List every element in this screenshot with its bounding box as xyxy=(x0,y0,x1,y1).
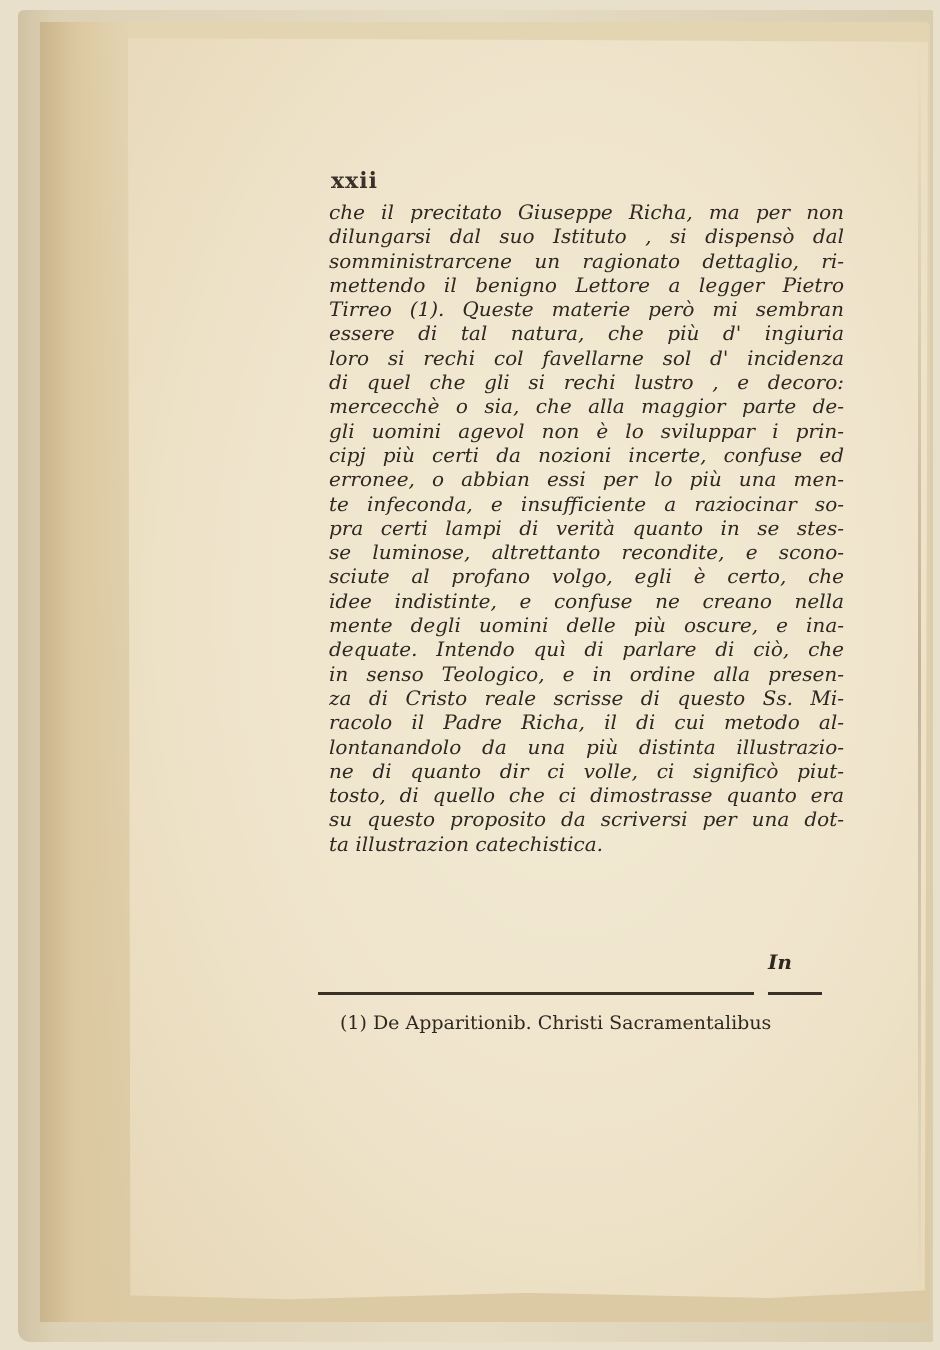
text-line: ne di quanto dir ci volle, ci significò piut- xyxy=(329,758,844,783)
text-line: gli uomini agevol non è lo sviluppar i prin- xyxy=(329,418,844,443)
text-line: erronee, o abbian essi per lo più una men- xyxy=(329,467,844,492)
binding-thread xyxy=(918,40,921,1300)
footnote-rule xyxy=(318,992,822,995)
text-line: se luminose, altrettanto recondite, e scono- xyxy=(329,540,844,565)
text-line: pra certi lampi di verità quanto in se stes- xyxy=(329,515,844,540)
text-line: mettendo il benigno Lettore a legger Pietro xyxy=(329,272,844,297)
text-line: dilungarsi dal suo Istituto , si dispensò dal xyxy=(329,224,844,249)
text-line: mercecchè o sia, che alla maggior parte de- xyxy=(329,394,844,419)
footnote-rule-gap xyxy=(754,990,768,997)
text-line: idee indistinte, e confuse ne creano nella xyxy=(329,588,844,613)
catchword: In xyxy=(768,950,792,974)
footnote: (1) De Apparitionib. Christi Sacramentalibus xyxy=(340,1012,772,1034)
text-line: ta illustrazion catechistica. xyxy=(329,831,604,856)
page-number: xxii xyxy=(331,168,378,194)
text-line: dequate. Intendo quì di parlare di ciò, che xyxy=(329,637,844,662)
text-line: cipj più certi da nozioni incerte, confuse ed xyxy=(329,442,844,467)
text-line: in senso Teologico, e in ordine alla presen- xyxy=(329,661,844,686)
text-line: somministrarcene un ragionato dettaglio, ri- xyxy=(329,248,844,273)
text-line: racolo il Padre Richa, il di cui metodo al- xyxy=(329,710,844,735)
text-line: lontanandolo da una più distinta illustrazio- xyxy=(329,734,844,759)
text-line: su questo proposito da scriversi per una dot- xyxy=(329,807,844,832)
body-text xyxy=(329,200,844,856)
text-line: che il precitato Giuseppe Richa, ma per non xyxy=(329,200,844,224)
text-line: loro si rechi col favellarne sol d' incidenza xyxy=(329,345,844,370)
text-line: mente degli uomini delle più oscure, e ina- xyxy=(329,613,844,638)
text-line: di quel che gli si rechi lustro , e decoro: xyxy=(329,370,844,395)
text-line: za di Cristo reale scrisse di questo Ss. Mi- xyxy=(329,685,844,710)
text-line: Tirreo (1). Queste materie però mi sembran xyxy=(329,297,844,322)
text-line: te infeconda, e insufficiente a raziocinar so- xyxy=(329,491,844,516)
text-line: essere di tal natura, che più d' ingiuria xyxy=(329,321,844,346)
text-line: sciute al profano volgo, egli è certo, che xyxy=(329,564,844,589)
text-line: tosto, di quello che ci dimostrasse quanto era xyxy=(329,783,844,808)
spine-shadow xyxy=(40,22,130,1322)
